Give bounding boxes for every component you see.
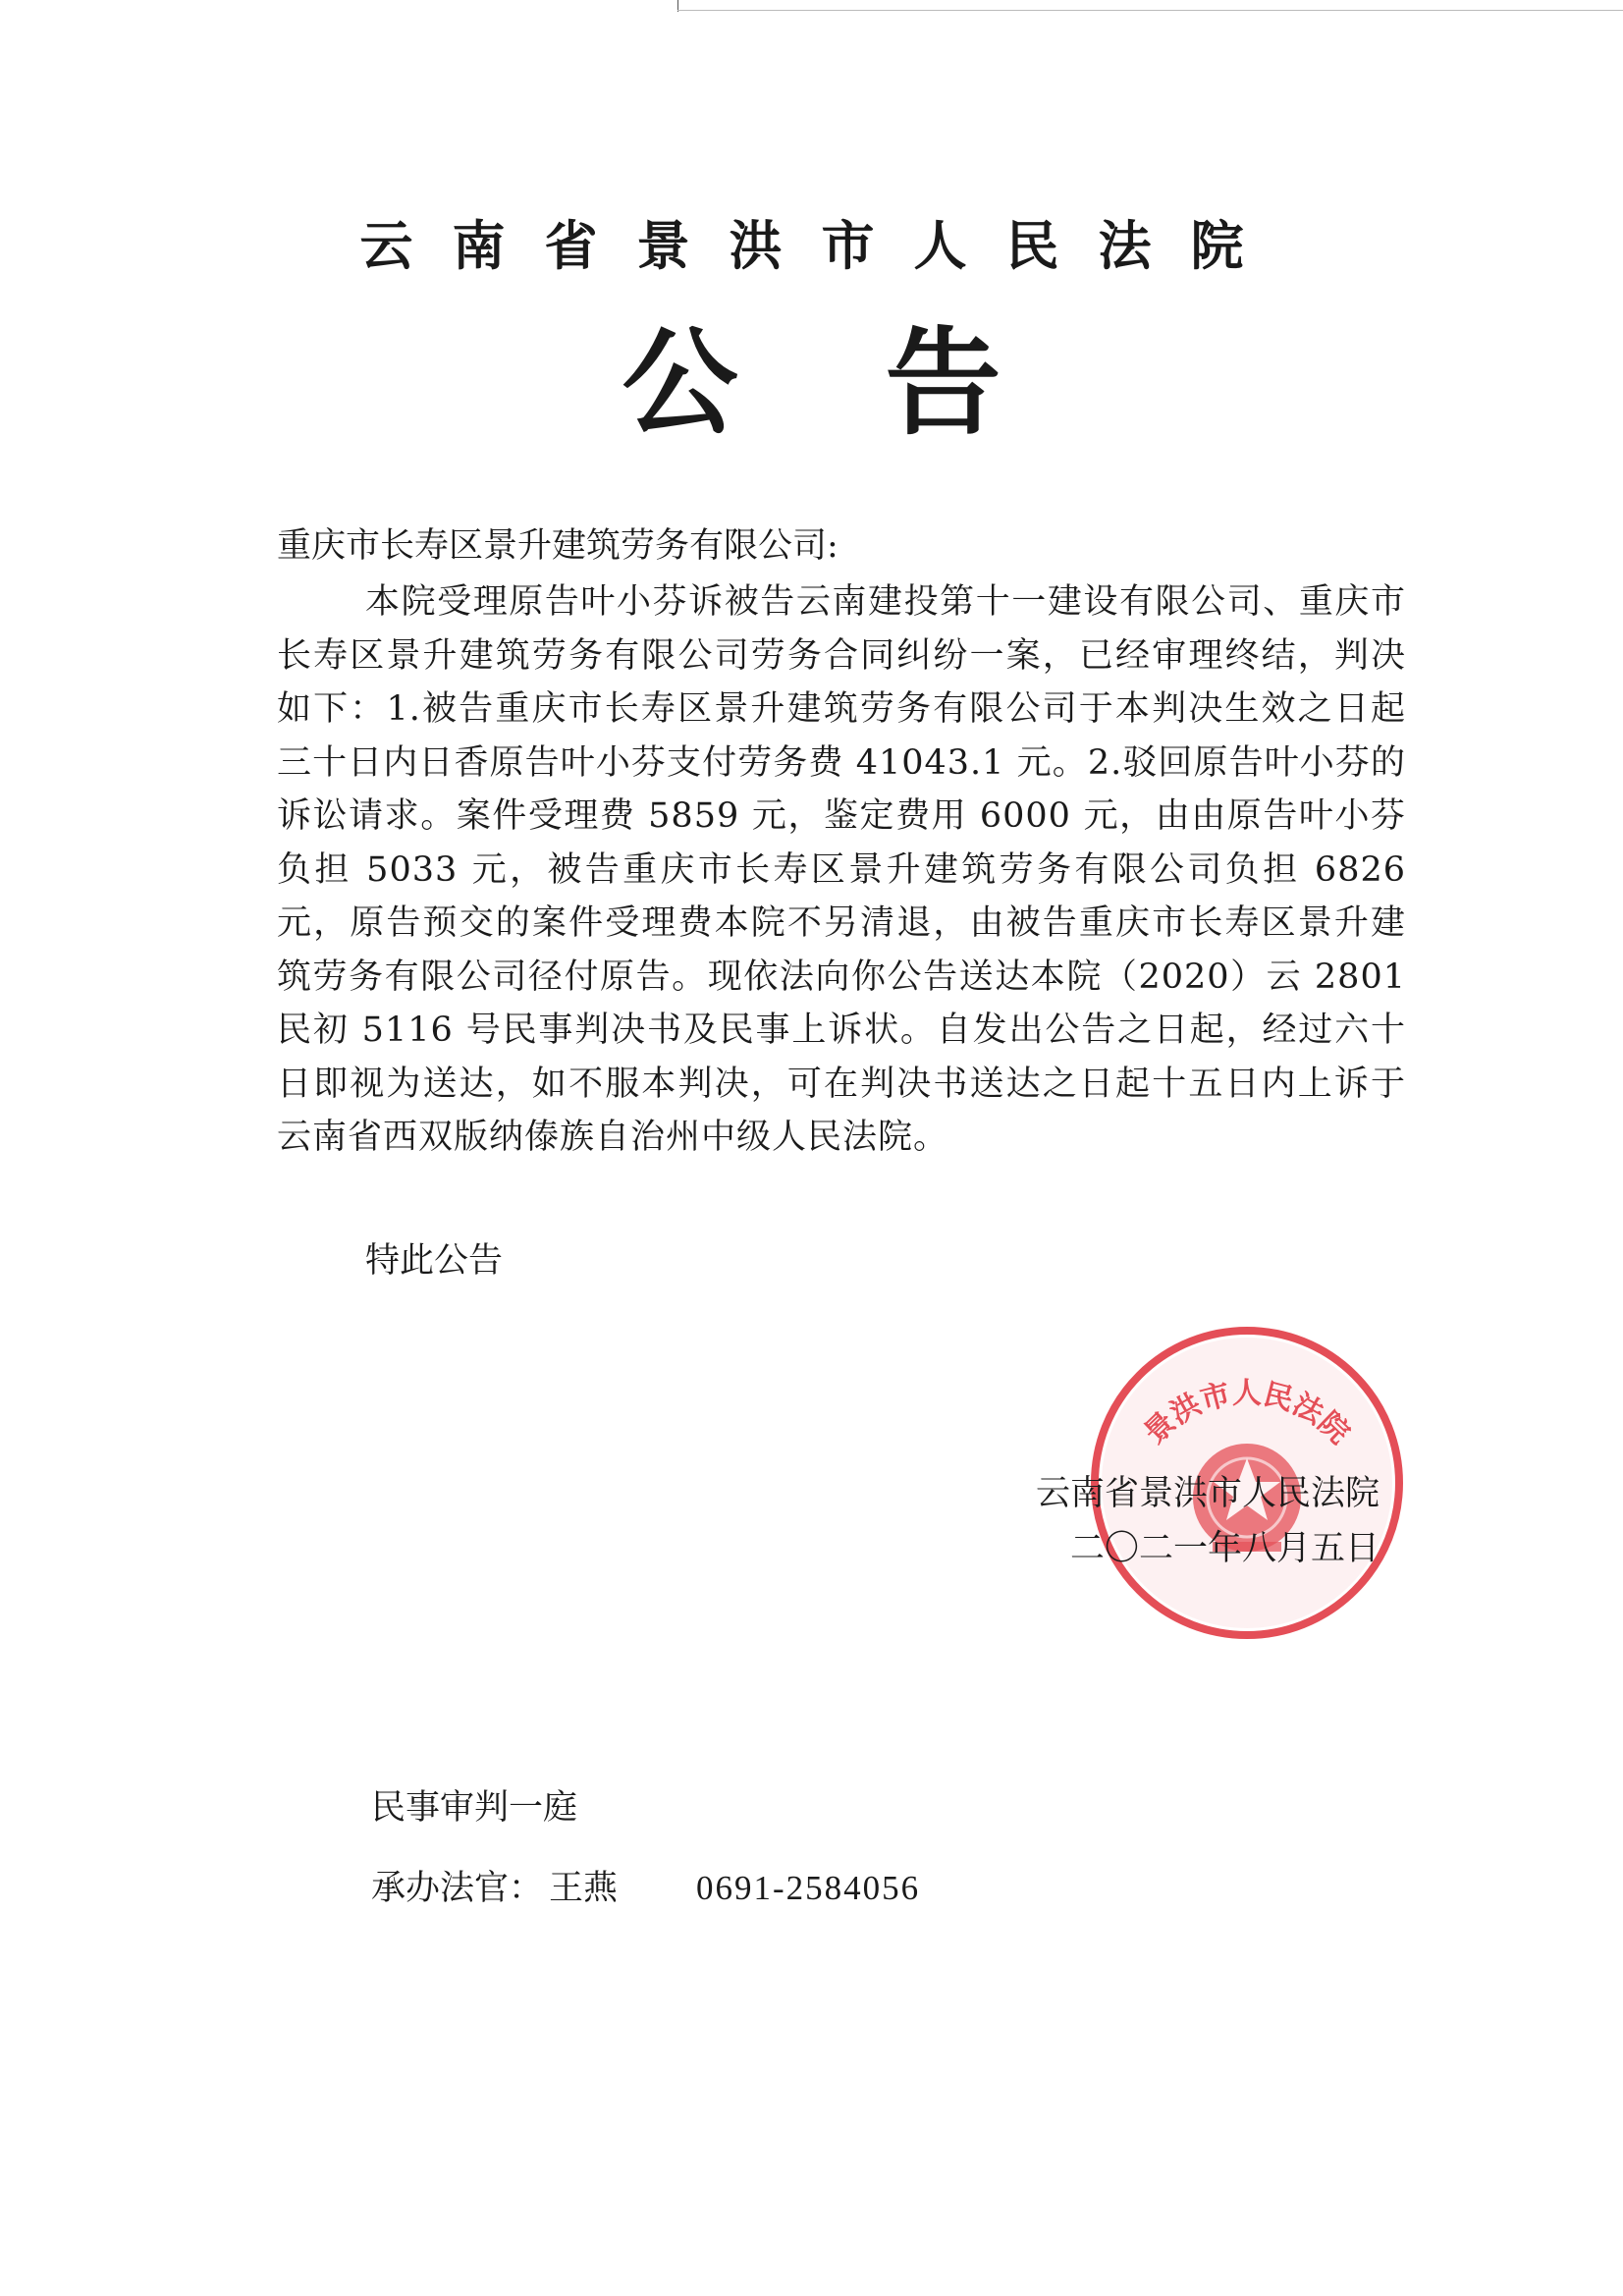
- signature-block: [1036, 1466, 1380, 1576]
- court-title: 云南省景洪市人民法院: [359, 214, 1283, 277]
- judge-label: 承办法官：: [371, 1869, 544, 1908]
- seal-text: 景洪市人民法院: [1137, 1376, 1357, 1451]
- department-row: [371, 1768, 920, 1848]
- footer-contact: [371, 1768, 920, 1929]
- closing-phrase: 特此公告: [365, 1241, 504, 1281]
- scan-edge-line: [677, 10, 1623, 11]
- notice-body: 本院受理原告叶小芬诉被告云南建投第十一建设有限公司、重庆市长寿区景升建筑劳务有限公司劳务合同纠纷一案，已经审理终结，判决如下：1.被告重庆市长寿区景升建筑劳务有限公司于本判决生效之日起三十日内日香原告叶小芬支付劳务费 41043.1 元。2.驳回原告叶小芬的诉讼请求。案件受理费 5859 元，鉴定费用 6000 元，由由原告叶小芬负担 5033 元，被告重庆市长寿区景升建筑劳务有限公司负担 6826 元，原告预交的案件受理费本院不另清退，由被告重庆市长寿区景升建筑劳务有限公司径付原告。现依法向你公告送达本院（2020）云 2801 民初 5116 号民事判决书及民事上诉状。自发出公告之日起，经过六十日即视为送达，如不服本判决，可在判决书送达之日起十五日内上诉于云南省西双版纳傣族自治州中级人民法院。: [277, 582, 1406, 1157]
- addressee: 重庆市长寿区景升建筑劳务有限公司:: [277, 526, 839, 566]
- department-name: 民事审判一庭: [371, 1788, 578, 1828]
- signature-date: 二〇二一年八月五日: [1070, 1529, 1380, 1568]
- signature-court: 云南省景洪市人民法院: [1036, 1474, 1380, 1513]
- judge-row: [371, 1848, 920, 1929]
- judge-phone: 0691-2584056: [696, 1869, 921, 1907]
- judge-name: 王燕: [549, 1869, 619, 1908]
- notice-title: 公告: [622, 314, 1149, 451]
